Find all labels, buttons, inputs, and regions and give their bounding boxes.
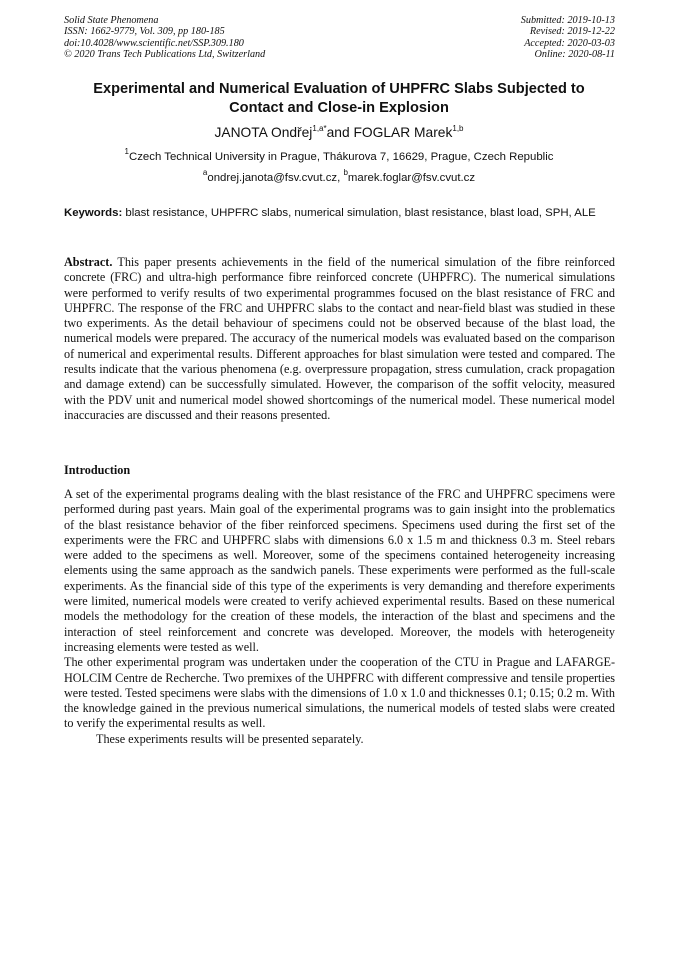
journal-copyright: © 2020 Trans Tech Publications Ltd, Switzerland xyxy=(64,49,266,61)
submission-dates xyxy=(521,15,615,61)
paper-title xyxy=(40,80,638,118)
journal-info xyxy=(64,15,265,61)
email-a[interactable]: ondrej.janota@fsv.cvut.cz, xyxy=(207,172,344,184)
abstract xyxy=(64,255,615,423)
keywords-label: Keywords: xyxy=(64,207,123,219)
intro-paragraph-2: The other experimental program was undertaken under the cooperation of the CTU in Prague and LAFARGE-HOLCIM Centre de Recherche. Two premixes of the UHPFRC with different compressive and tensile properties were tested. Tested specimens were slabs with the dimensions of 1.0 x 1.0 and thicknesses 0.1; 0.15; 0.2 m. With the knowledge gained in the previous numerical simulations, the numerical models of tested slabs were created to verify the experimental results as well. xyxy=(64,655,615,731)
author-conjunction: and xyxy=(326,125,354,140)
keywords xyxy=(64,206,615,221)
email-b-marker: b xyxy=(343,168,348,177)
author-list xyxy=(0,125,678,140)
journal-doi: doi:10.4028/www.scientific.net/SSP.309.180 xyxy=(64,37,244,49)
abstract-text: This paper presents achievements in the field of the numerical simulation of the fibre reinforced concrete (FRC) and ultra-high performance fibre reinforced concrete (UHPFRC). The numerical simulations were performed to verify results of two experimental programmes focused on the blast resistance of FRC and UHPFRC. The response of the FRC and UHPFRC slabs to the contact and near-field blast was studied in these two experiments. As the detail behaviour of specimens could not be observed because of the blast load, the numerical models were prepared. The accuracy of the numerical models was evaluated based on the comparison of numerical and experimental results. Different approaches for blast simulation were tested and compared. The results indicate that the various phenomena (e.g. overpressure propagation, stress cumulation, crack propagation and damage extend) can be successfully simulated. However, the comparison of the soffit velocity, measured with the PDV unit and numerical model showed shortcomings of the numerical model. These numerical model inaccuracies are discussed and their reasons presented. xyxy=(64,255,615,422)
intro-paragraph-1: A set of the experimental programs dealing with the blast resistance of the FRC and UHPFRC specimens were performed during past years. Main goal of the experimental programs was to gain insight into the problematics of the blast resistance behavior of the fiber reinforced specimens. Specimens used during the first set of the experiments were the FRC and UHPFRC slabs with dimensions 6.0 x 1.5 m and thickness 0.3 m. Steel rebars were added to the specimens as well. Moreover, some of the specimens contained heterogeneity increasing elements using the same approach as the sandwich panels. These experiments were performed as the full-scale experiments. As the financial side of this type of the experiments is very demanding and therefore experiments were limited, numerical models were created to verify achieved experimental results. Based on these numerical models the methodology for the creation of these models, the interaction of the blast and specimens and the interaction of steel reinforcement and concrete was developed. Moreover, the models with heterogeneity increasing elements were tested as well. xyxy=(64,487,615,654)
author-1-affil: 1,a* xyxy=(312,124,327,133)
journal-header xyxy=(64,15,615,61)
email-a-marker: a xyxy=(202,168,208,177)
affiliation-number: 1 xyxy=(124,147,129,156)
introduction-body xyxy=(64,487,615,747)
affiliation xyxy=(0,147,678,163)
author-1: JANOTA Ondřej xyxy=(214,125,313,140)
affiliation-text: Czech Technical University in Prague, Thákurova 7, 16629, Prague, Czech Republic xyxy=(129,151,554,163)
title-line-1: Experimental and Numerical Evaluation of UHPFRC Slabs Subjected to xyxy=(93,81,585,97)
date-submitted: Submitted: 2019-10-13 xyxy=(520,15,615,26)
journal-name: Solid State Phenomena xyxy=(64,15,159,26)
introduction-heading: Introduction xyxy=(64,463,131,477)
email-b[interactable]: marek.foglar@fsv.cvut.cz xyxy=(347,172,476,184)
author-emails xyxy=(0,168,678,184)
keywords-text: blast resistance, UHPFRC slabs, numerical simulation, blast resistance, blast load, SPH, ALE xyxy=(122,207,596,219)
author-2: FOGLAR Marek xyxy=(353,125,453,140)
abstract-label: Abstract. xyxy=(64,255,113,269)
author-2-affil: 1,b xyxy=(452,124,464,133)
date-online: Online: 2020-08-11 xyxy=(534,49,615,61)
intro-paragraph-3: These experiments results will be presented separately. xyxy=(96,731,364,746)
title-line-2: Contact and Close-in Explosion xyxy=(229,100,449,116)
date-accepted: Accepted: 2020-03-03 xyxy=(524,37,615,49)
date-revised: Revised: 2019-12-22 xyxy=(529,26,615,38)
journal-issn: ISSN: 1662-9779, Vol. 309, pp 180-185 xyxy=(64,26,225,38)
